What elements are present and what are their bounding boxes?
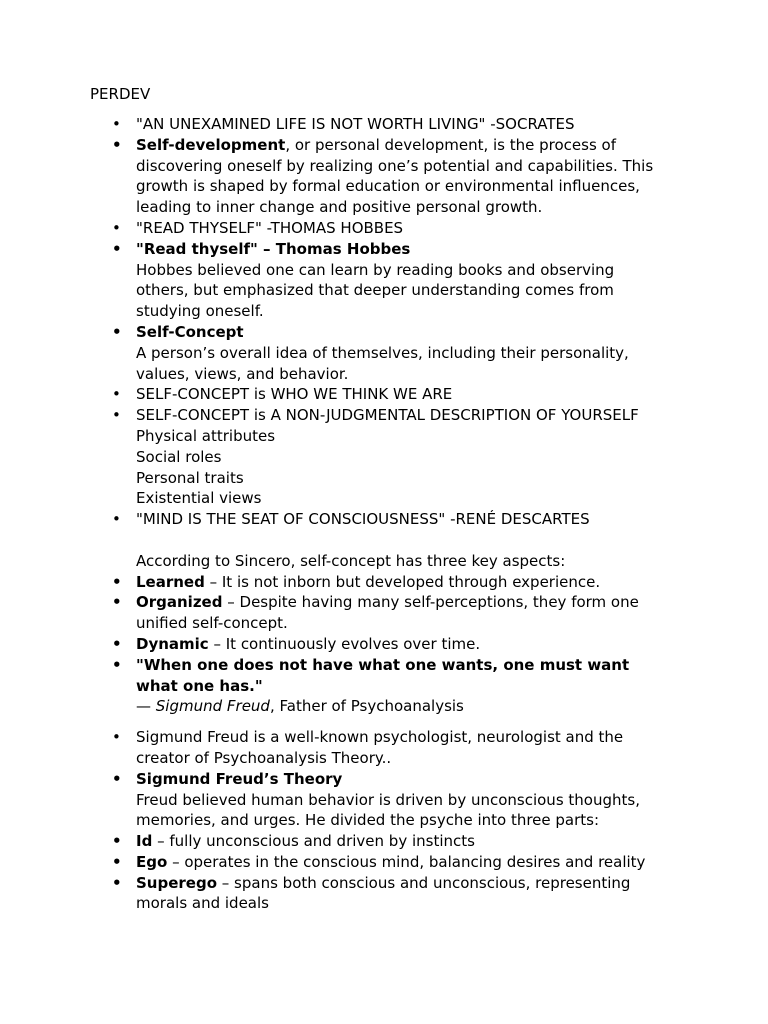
list-item-freud-bio: • Sigmund Freud is a well-known psychologist, neurologist and the creator of Psychoanalysis Theory.. <box>136 727 666 769</box>
attribute-social: Social roles <box>136 447 222 466</box>
list-item-self-concept-who: • SELF-CONCEPT is WHO WE THINK WE ARE <box>136 384 666 405</box>
freud-title: , Father of Psychoanalysis <box>269 697 464 716</box>
list-item-hobbes <box>136 239 666 322</box>
self-development-text: , or personal development, is the process of discovering oneself by realizing one’s potential and capabilities. This growth is shaped by formal education or environmental influences, leading to inner change and positive personal growth. <box>136 135 654 217</box>
list-item-self-concept-desc <box>136 405 666 509</box>
notes-list <box>136 114 666 914</box>
list-item-id <box>136 831 666 852</box>
term-learned: Learned <box>136 572 205 591</box>
list-item-superego <box>136 873 666 915</box>
list-item-self-development <box>136 135 666 218</box>
list-item-freud-quote <box>136 655 666 717</box>
term-dynamic: Dynamic <box>136 634 209 653</box>
list-item-learned <box>136 572 666 593</box>
attribute-physical: Physical attributes <box>136 426 276 445</box>
term-superego: Superego <box>136 873 218 892</box>
term-self-concept: • Self-Concept <box>136 322 244 341</box>
list-item-socrates: • "AN UNEXAMINED LIFE IS NOT WORTH LIVING" -SOCRATES <box>136 114 666 135</box>
blank-line <box>136 530 666 551</box>
list-item-freud-theory <box>136 769 666 831</box>
list-item-descartes <box>136 509 666 571</box>
descartes-quote: • "MIND IS THE SEAT OF CONSCIOUSNESS" -RENÉ DESCARTES <box>136 510 590 529</box>
term-read-thyself: • "Read thyself" – Thomas Hobbes <box>136 239 411 258</box>
term-ego: Ego <box>136 852 168 871</box>
id-text: – fully unconscious and driven by instincts <box>152 832 475 851</box>
ego-text: – operates in the conscious mind, balancing desires and reality <box>167 852 646 871</box>
list-item-self-concept <box>136 322 666 384</box>
spacer <box>136 717 666 727</box>
list-item-hobbes-caps: • "READ THYSELF" -THOMAS HOBBES <box>136 218 666 239</box>
freud-dash: — <box>136 697 156 716</box>
attribute-personal: Personal traits <box>136 468 244 487</box>
term-self-development: Self-development <box>136 135 286 154</box>
list-item-dynamic <box>136 634 666 655</box>
freud-name: Sigmund Freud <box>155 697 270 716</box>
self-concept-text: A person’s overall idea of themselves, including their personality, values, views, and behavior. <box>136 343 629 383</box>
dynamic-text: – It continuously evolves over time. <box>208 634 481 653</box>
organized-text: – Despite having many self-perceptions, they form one unified self-concept. <box>136 593 639 633</box>
superego-text: – spans both conscious and unconscious, representing morals and ideals <box>136 873 631 913</box>
hobbes-text: Hobbes believed one can learn by reading books and observing others, but emphasized that deeper understanding comes from studying oneself. <box>136 260 615 321</box>
list-item-ego <box>136 852 666 873</box>
list-item-organized <box>136 592 666 634</box>
attribute-existential: Existential views <box>136 489 262 508</box>
term-freud-theory: • Sigmund Freud’s Theory <box>136 769 343 788</box>
freud-theory-text: Freud believed human behavior is driven by unconscious thoughts, memories, and urges. He divided the psyche into three parts: <box>136 790 640 830</box>
learned-text: – It is not inborn but developed through experience. <box>204 572 601 591</box>
document-title: PERDEV <box>90 85 151 103</box>
sincero-intro: According to Sincero, self-concept has three key aspects: <box>136 551 566 570</box>
term-id: Id <box>136 832 153 851</box>
term-organized: Organized <box>136 593 223 612</box>
freud-quote: • "When one does not have what one wants, one must want what one has." <box>136 655 630 695</box>
self-concept-desc-text: • SELF-CONCEPT is A NON-JUDGMENTAL DESCRIPTION OF YOURSELF <box>136 406 639 425</box>
